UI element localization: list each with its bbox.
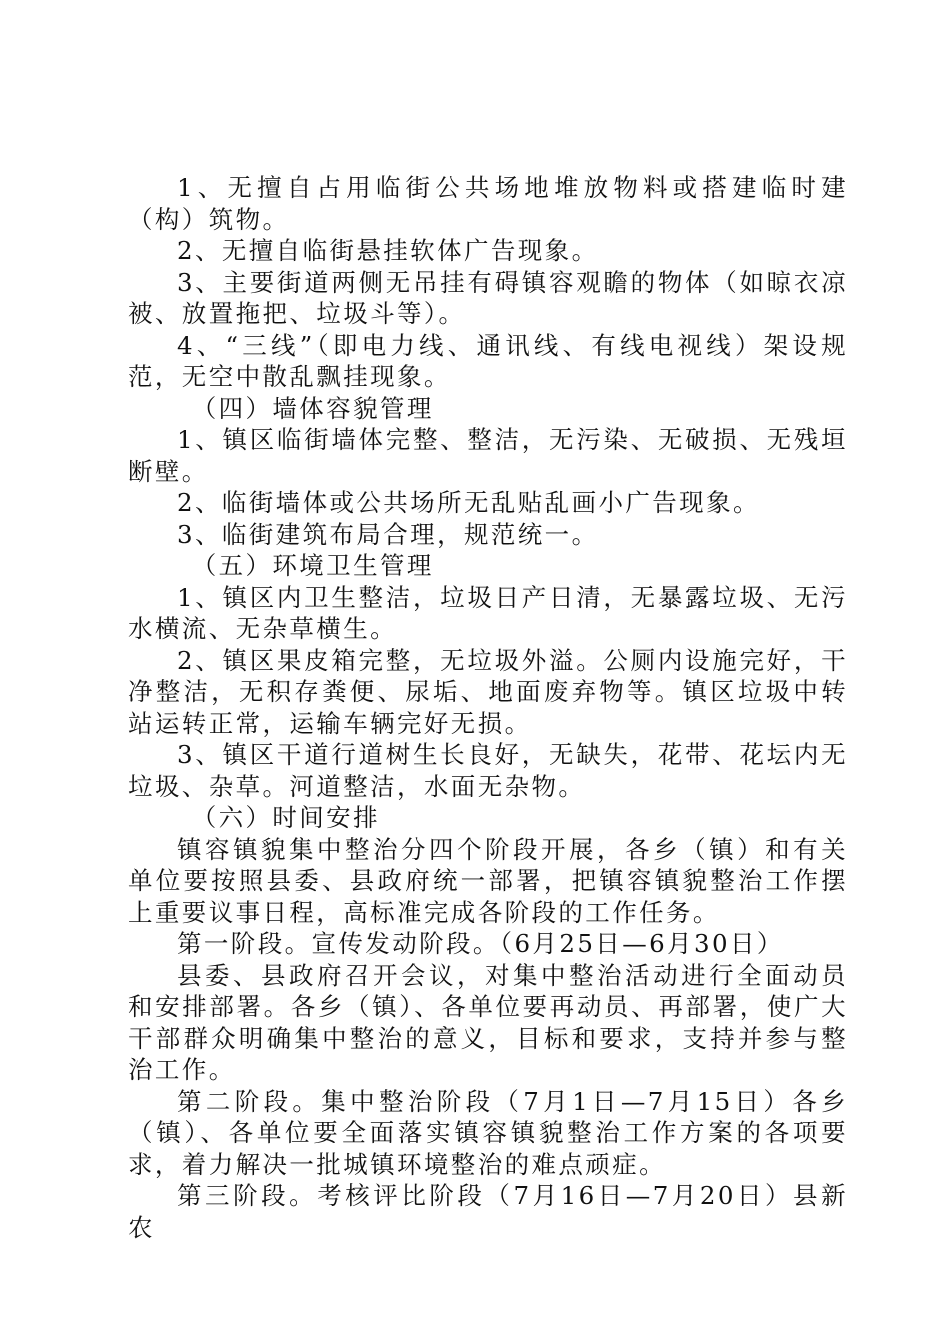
paragraph-stage-3: 第三阶段。考核评比阶段（7月16日—7月20日）县新农 xyxy=(128,1181,848,1242)
section-heading-sanitation: （五）环境卫生管理 xyxy=(191,551,434,580)
paragraph-stage-1: 第一阶段。宣传发动阶段。（6月25日—6月30日） xyxy=(177,929,784,958)
paragraph-wall-2: 2、临街墙体或公共场所无乱贴乱画小广告现象。 xyxy=(177,488,760,517)
paragraph-sanitation-1: 1、镇区内卫生整洁，垃圾日产日清，无暴露垃圾、无污水横流、无杂草横生。 xyxy=(128,582,848,643)
section-heading-wall: （四）墙体容貌管理 xyxy=(191,393,434,423)
paragraph-item-1: 1、无擅自占用临街公共场地堆放物料或搭建临时建（构）筑物。 xyxy=(128,173,848,234)
paragraph-wall-1: 1、镇区临街墙体完整、整洁，无污染、无破损、无残垣断壁。 xyxy=(128,425,848,486)
paragraph-item-3: 3、主要街道两侧无吊挂有碍镇容观瞻的物体（如晾衣凉被、放置拖把、垃圾斗等）。 xyxy=(128,267,848,328)
paragraph-schedule-intro: 镇容镇貌集中整治分四个阶段开展，各乡（镇）和有关单位要按照县委、县政府统一部署，把镇容镇貌整治工作摆上重要议事日程，高标准完成各阶段的工作任务。 xyxy=(128,834,848,927)
paragraph-item-4: 4、“三线”（即电力线、通讯线、有线电视线）架设规范，无空中散乱飘挂现象。 xyxy=(128,330,848,391)
paragraph-item-2: 2、无擅自临街悬挂软体广告现象。 xyxy=(177,236,599,265)
document-body xyxy=(128,172,848,1243)
paragraph-sanitation-2: 2、镇区果皮箱完整，无垃圾外溢。公厕内设施完好，干净整洁，无积存粪便、尿垢、地面废弃物等。镇区垃圾中转站运转正常，运输车辆完好无损。 xyxy=(128,645,848,738)
paragraph-wall-3: 3、临街建筑布局合理，规范统一。 xyxy=(177,519,599,549)
paragraph-stage-1-detail: 县委、县政府召开会议，对集中整治活动进行全面动员和安排部署。各乡（镇）、各单位要再动员、再部署，使广大干部群众明确集中整治的意义，目标和要求，支持并参与整治工作。 xyxy=(128,960,848,1084)
section-heading-schedule: （六）时间安排 xyxy=(191,803,380,832)
paragraph-sanitation-3: 3、镇区干道行道树生长良好，无缺失，花带、花坛内无垃圾、杂草。河道整洁，水面无杂物。 xyxy=(128,740,848,801)
paragraph-stage-2: 第二阶段。集中整治阶段（7月1日—7月15日）各乡（镇）、各单位要全面落实镇容镇貌整治工作方案的各项要求，着力解决一批城镇环境整治的难点顽症。 xyxy=(128,1086,848,1179)
